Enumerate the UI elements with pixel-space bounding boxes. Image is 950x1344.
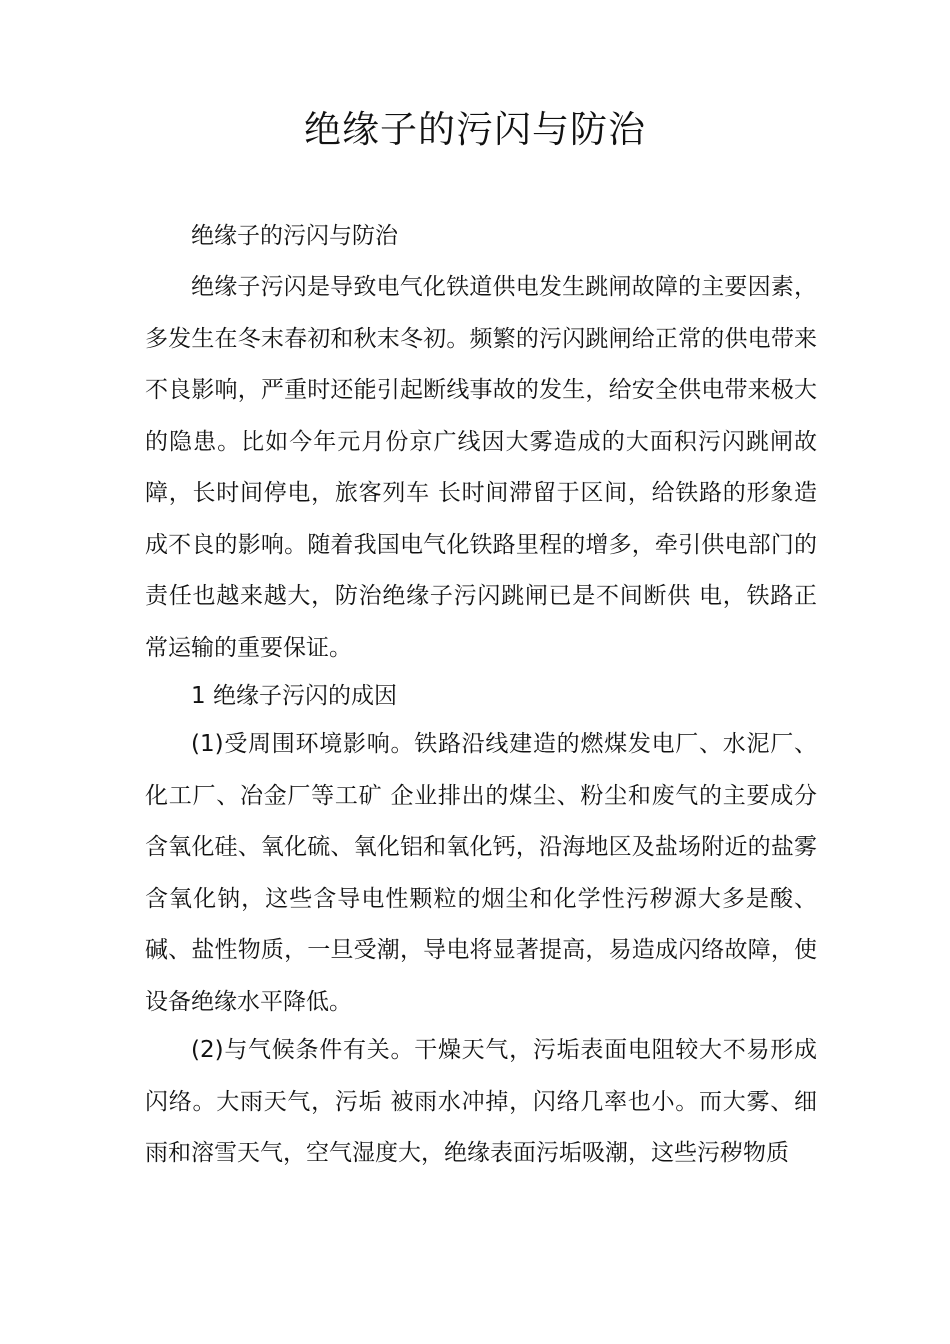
subtitle-paragraph <box>145 211 817 263</box>
item-2-paragraph <box>145 1025 817 1180</box>
section-heading-text: 1 绝缘子污闪的成因 <box>191 683 397 709</box>
item-1-paragraph <box>145 719 817 1028</box>
section-heading <box>145 671 817 723</box>
document-title: 绝缘子的污闪与防治 <box>304 108 646 151</box>
subtitle-text: 绝缘子的污闪与防治 <box>191 223 398 249</box>
intro-paragraph <box>145 262 817 674</box>
intro-text: 绝缘子污闪是导致电气化铁道供电发生跳闸故障的主要因素，多发生在冬末春初和秋末冬初。频繁的污闪跳闸给正常的供电带来不良影响，严重时还能引起断线事故的发生，给安全供电带来极大的隐患。比如今年元月份京广线因大雾造成的大面积污闪跳闸故障，长时间停电，旅客列车 长时间滞留于区间，给铁路的形象造成不良的影响。随着我国电气化铁路里程的增多，牵引供电部门的责任也越来越大，防治绝缘子污闪跳闸已是不间断供 电，铁路正常运输的重要保证。 <box>145 274 817 661</box>
item-2-text: (2)与气候条件有关。干燥天气，污垢表面电阻较大不易形成闪络。大雨天气，污垢 被雨水冲掉，闪络几率也小。而大雾、细雨和溶雪天气，空气湿度大，绝缘表面污垢吸潮，这些污秽物质 <box>145 1037 817 1166</box>
item-1-text: (1)受周围环境影响。铁路沿线建造的燃煤发电厂、水泥厂、化工厂、冶金厂等工矿 企业排出的煤尘、粉尘和废气的主要成分含氧化硅、氧化硫、氧化铝和氧化钙，沿海地区及盐场附近的盐雾含氧化钠，这些含导电性颗粒的烟尘和化学性污秽源大多是酸、碱、盐性物质，一旦受潮，导电将显著提高，易造成闪络故障，使设备绝缘水平降低。 <box>145 731 817 1015</box>
